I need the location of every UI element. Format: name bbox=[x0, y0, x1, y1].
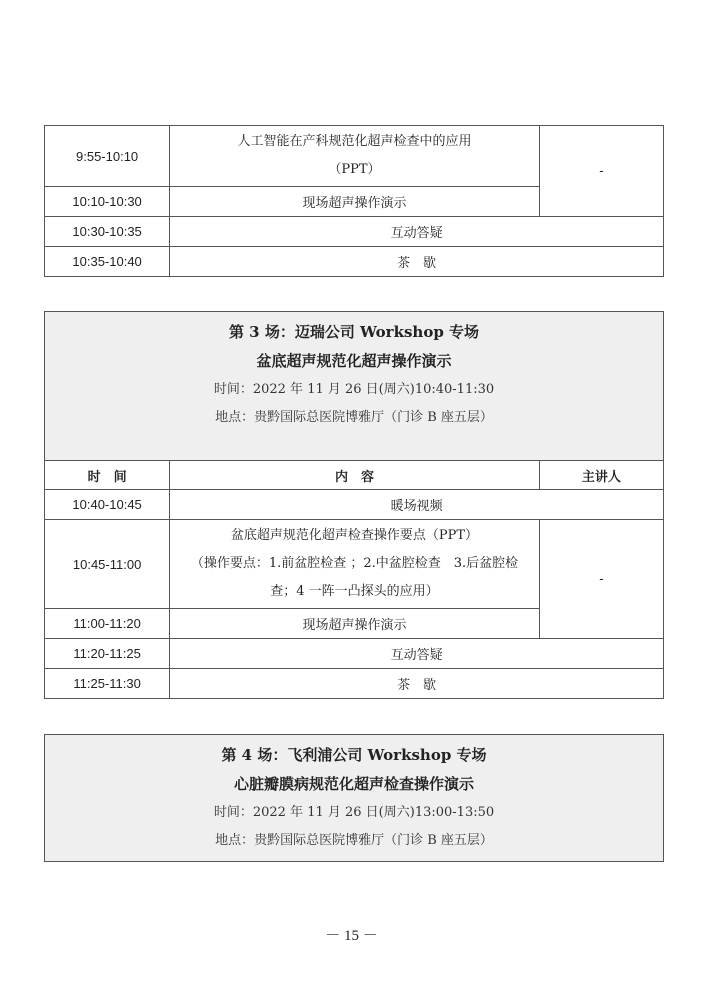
content-line: （PPT） bbox=[328, 162, 381, 177]
time-cell: 11:00-11:20 bbox=[45, 609, 170, 639]
table-row bbox=[45, 217, 664, 247]
content-line: 盆底超声规范化超声检查操作要点（PPT） bbox=[230, 528, 479, 543]
table-row bbox=[45, 669, 664, 699]
session-header-row bbox=[45, 312, 664, 461]
time-cell: 10:10-10:30 bbox=[45, 187, 170, 217]
header-speaker: 主讲人 bbox=[539, 461, 663, 490]
session-location: 地点：贵黔国际总医院博雅厅（门诊 B 座五层） bbox=[215, 410, 493, 425]
page-number: － 15 － bbox=[325, 928, 378, 944]
session-location: 地点：贵黔国际总医院博雅厅（门诊 B 座五层） bbox=[215, 833, 493, 848]
content-cell bbox=[170, 520, 540, 609]
session-header bbox=[45, 312, 664, 461]
time-cell: 10:40-10:45 bbox=[45, 490, 170, 520]
time-cell: 9:55-10:10 bbox=[45, 126, 170, 187]
session-subtitle: 心脏瓣膜病规范化超声检查操作演示 bbox=[233, 775, 474, 793]
content-cell: 互动答疑 bbox=[170, 639, 664, 669]
content-cell: 互动答疑 bbox=[170, 217, 664, 247]
content-cell bbox=[170, 126, 540, 187]
content-cell: 暖场视频 bbox=[170, 490, 664, 520]
speaker-cell: - bbox=[539, 520, 663, 639]
content-cell: 茶 歇 bbox=[170, 669, 664, 699]
time-cell: 10:45-11:00 bbox=[45, 520, 170, 609]
speaker-cell: - bbox=[539, 126, 663, 217]
table-row bbox=[45, 247, 664, 277]
schedule-table-session2 bbox=[44, 125, 664, 277]
table-row bbox=[45, 490, 664, 520]
content-cell: 现场超声操作演示 bbox=[170, 609, 540, 639]
time-cell: 10:35-10:40 bbox=[45, 247, 170, 277]
session-time: 时间：2022 年 11 月 26 日(周六)10:40-11:30 bbox=[213, 382, 495, 397]
table-row bbox=[45, 639, 664, 669]
time-cell: 10:30-10:35 bbox=[45, 217, 170, 247]
session-header-row bbox=[45, 735, 664, 862]
content-line: 人工智能在产科规范化超声检查中的应用 bbox=[237, 134, 472, 149]
content-line: 查；4 一阵一凸探头的应用） bbox=[270, 584, 439, 599]
header-content: 内 容 bbox=[170, 461, 540, 490]
table-row bbox=[45, 520, 664, 609]
content-cell: 茶 歇 bbox=[170, 247, 664, 277]
session-title: 第 3 场：迈瑞公司 Workshop 专场 bbox=[228, 323, 480, 341]
schedule-table-session4 bbox=[44, 734, 664, 862]
time-cell: 11:20-11:25 bbox=[45, 639, 170, 669]
table-header-row bbox=[45, 461, 664, 490]
content-line: （操作要点：1.前盆腔检查 ；2.中盆腔检查 3.后盆腔检 bbox=[190, 556, 519, 571]
content-cell: 现场超声操作演示 bbox=[170, 187, 540, 217]
time-cell: 11:25-11:30 bbox=[45, 669, 170, 699]
table-row bbox=[45, 126, 664, 187]
session-subtitle: 盆底超声规范化超声操作演示 bbox=[256, 352, 452, 370]
session-header bbox=[45, 735, 664, 862]
schedule-table-session3 bbox=[44, 311, 664, 699]
session-time: 时间：2022 年 11 月 26 日(周六)13:00-13:50 bbox=[213, 805, 495, 820]
header-time: 时 间 bbox=[45, 461, 170, 490]
session-title: 第 4 场：飞利浦公司 Workshop 专场 bbox=[221, 746, 487, 764]
